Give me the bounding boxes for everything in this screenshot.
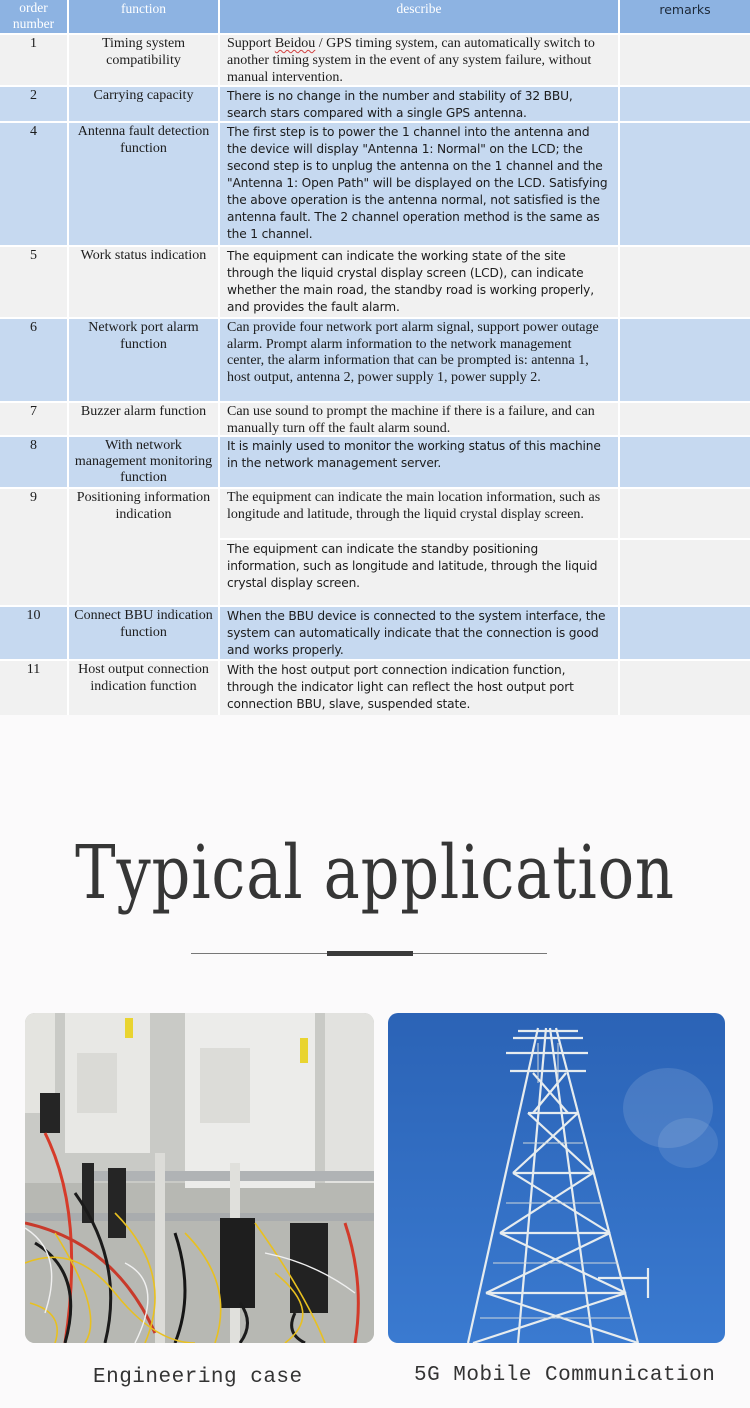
- header-function: function: [69, 0, 218, 33]
- header-describe: describe: [220, 0, 618, 33]
- row-describe: There is no change in the number and stability of 32 BBU, search stars compared with a single GPS antenna.: [220, 87, 618, 121]
- row-remarks: [620, 607, 750, 659]
- row-describe: It is mainly used to monitor the working status of this machine in the network management server.: [220, 437, 618, 487]
- row-function: Buzzer alarm function: [69, 403, 218, 435]
- header-remarks: remarks: [620, 0, 750, 33]
- row-describe: [220, 35, 618, 85]
- row-describe: Can provide four network port alarm signal, support power outage alarm. Prompt alarm information to the network management center, the alarm information that can be prompted is: antenna 1, host output, antenna 2, power supply 1, power supply 2.: [220, 319, 618, 401]
- engineering-case-photo: [25, 1013, 374, 1343]
- row-number: 5: [0, 247, 67, 317]
- row-remarks: [620, 123, 750, 245]
- caption-engineering-case: Engineering case: [93, 1366, 303, 1389]
- row-number: 4: [0, 123, 67, 245]
- row-function: Connect BBU indication function: [69, 607, 218, 659]
- row-remarks: [620, 489, 750, 538]
- row-describe: The equipment can indicate the main location information, such as longitude and latitude, through the liquid crystal display screen.: [220, 489, 618, 538]
- row-number: 9: [0, 489, 67, 605]
- equipment-rack-illustration: [25, 1013, 374, 1343]
- row-describe: Can use sound to prompt the machine if there is a failure, and can manually turn off the fault alarm sound.: [220, 403, 618, 435]
- title-divider-accent: [327, 951, 413, 956]
- row-function: Timing system compatibility: [69, 35, 218, 85]
- section-title: Typical application: [75, 830, 675, 916]
- row-number: 10: [0, 607, 67, 659]
- row-remarks: [620, 319, 750, 401]
- row-number: 1: [0, 35, 67, 85]
- row-function: Work status indication: [69, 247, 218, 317]
- row-remarks: [620, 403, 750, 435]
- row-function: Host output connection indication function: [69, 661, 218, 715]
- row-number: 11: [0, 661, 67, 715]
- header-order-number: order number: [0, 0, 67, 33]
- mobile-communication-photo: [388, 1013, 725, 1343]
- row-function: Carrying capacity: [69, 87, 218, 121]
- row-describe: The equipment can indicate the working state of the site through the liquid crystal display screen (LCD), can indicate whether the main road, the standby road is working properly, and provides the fault alarm.: [220, 247, 618, 317]
- spellcheck-flagged-word: Beidou: [274, 36, 316, 51]
- row-function: Positioning information indication: [69, 489, 218, 605]
- row-remarks: [620, 661, 750, 715]
- row-describe-secondary: The equipment can indicate the standby positioning information, such as longitude and latitude, through the liquid crystal display screen.: [220, 540, 618, 605]
- row-function: With network management monitoring function: [69, 437, 218, 487]
- row-remarks: [620, 87, 750, 121]
- row-remarks: [620, 437, 750, 487]
- row-number: 7: [0, 403, 67, 435]
- row-describe: When the BBU device is connected to the system interface, the system can automatically indicate that the connection is good and works properly.: [220, 607, 618, 659]
- row-describe: The first step is to power the 1 channel into the antenna and the device will display "Antenna 1: Normal" on the LCD; the second step is to unplug the antenna on the 1 channel and the "Antenna 1: Open Path" will be displayed on the LCD. Satisfying the above operation is the antenna normal, not satisfied is the antenna fault. The 2 channel operation method is the same as the 1 channel.: [220, 123, 618, 245]
- row-describe: With the host output port connection indication function, through the indicator light can reflect the host output port connection BBU, slave, suspended state.: [220, 661, 618, 715]
- row-number: 6: [0, 319, 67, 401]
- row-remarks: [620, 247, 750, 317]
- row-function: Network port alarm function: [69, 319, 218, 401]
- row-number: 2: [0, 87, 67, 121]
- describe-rest: / GPS timing system, can automatically switch to another timing system in the event of any system failure, without manual intervention.: [227, 36, 595, 85]
- row-number: 8: [0, 437, 67, 487]
- steel-tower-illustration: [388, 1013, 725, 1343]
- caption-5g-mobile-communication: 5G Mobile Communication: [414, 1364, 716, 1387]
- describe-prefix: Support: [227, 36, 275, 51]
- row-remarks: [620, 35, 750, 85]
- row-remarks-secondary: [620, 540, 750, 605]
- row-function: Antenna fault detection function: [69, 123, 218, 245]
